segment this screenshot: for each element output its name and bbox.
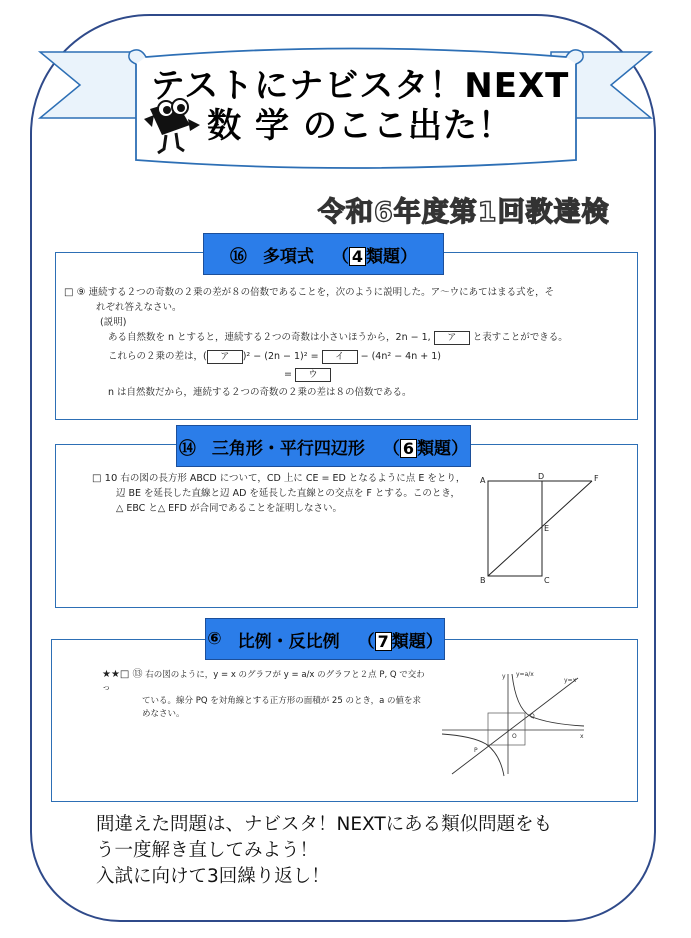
banner-line-2: 数 学 のここ出た！ bbox=[207, 106, 513, 146]
section-2-title: 三角形・平行四辺形 bbox=[211, 438, 365, 459]
question-panel-2 bbox=[55, 444, 638, 608]
footer-line-1: 間違えた問題は、ナビスタ！NEXTにある類似問題をも bbox=[96, 814, 553, 835]
answer-box-a-2: ア bbox=[207, 350, 243, 364]
banner-line-1: テストにナビスタ！NEXT bbox=[150, 66, 570, 106]
question-3-line-2: ている。線分 PQ を対角線とする正方形の面積が 25 のとき，a の値を求 bbox=[142, 696, 422, 706]
question-1-line-3a: ある自然数を n とすると，連続する２つの奇数は小さいほうから，2n − 1, bbox=[108, 332, 431, 343]
question-1-line-4c: − (4n² − 4n + 1) bbox=[360, 351, 441, 362]
answer-box-i: イ bbox=[322, 350, 358, 364]
footer-line-2: う一度解き直してみよう！ bbox=[96, 840, 319, 861]
rectangle-figure bbox=[476, 473, 626, 588]
exam-subtitle: 令和6年度第1回教達検 bbox=[318, 197, 610, 228]
section-3-title: 比例・反比例 bbox=[237, 631, 340, 652]
proportion-graph bbox=[438, 668, 588, 778]
question-2-line-1: 右の図の長方形 ABCD について，CD 上に CE = ED となるように点 E をとり， bbox=[120, 473, 466, 484]
label-A: A bbox=[480, 476, 486, 485]
label-F: F bbox=[594, 474, 599, 483]
section-2-number: ⑭ bbox=[178, 438, 196, 459]
footer-message bbox=[96, 812, 552, 890]
label-P: P bbox=[474, 747, 478, 754]
question-1-line-5a: = bbox=[284, 369, 292, 380]
section-3-count-label: 類題 bbox=[391, 631, 426, 652]
label-D: D bbox=[538, 473, 545, 481]
footer-line-3: 入試に向けて3回繰り返し！ bbox=[96, 866, 330, 887]
question-1-number: □ ⑨ bbox=[64, 287, 86, 298]
question-1-label: (説明) bbox=[100, 317, 127, 328]
question-1-line-4a: これらの２乗の差は，( bbox=[108, 351, 207, 362]
section-3-number: ⑥ bbox=[207, 629, 222, 649]
question-2-line-2: 辺 BE を延長した直線と辺 AD を延長した直線との交点を F とする。このとき， bbox=[116, 488, 461, 499]
question-panel-3 bbox=[51, 639, 638, 802]
section-1-count-label: 類題 bbox=[366, 246, 401, 267]
section-tag-3: ⑥ 比例・反比例 （ 7 類題） bbox=[205, 618, 445, 660]
section-tag-2: ⑭ 三角形・平行四辺形 （ 6 類題） bbox=[176, 425, 471, 467]
answer-box-a: ア bbox=[434, 331, 470, 345]
answer-box-u: ウ bbox=[295, 368, 331, 382]
label-B: B bbox=[480, 576, 486, 585]
label-O: O bbox=[512, 733, 517, 740]
question-1-line-4b: )² − (2n − 1)² = bbox=[242, 351, 319, 362]
section-2-count: 6 bbox=[400, 439, 417, 458]
label-y: y bbox=[502, 673, 506, 680]
section-1-title: 多項式 bbox=[262, 246, 314, 267]
label-E: E bbox=[544, 524, 550, 533]
section-1-number: ⑯ bbox=[229, 246, 247, 267]
label-Q: Q bbox=[530, 713, 535, 720]
question-2-line-3: △ EBC と△ EFD が合同であることを証明しなさい。 bbox=[116, 503, 342, 514]
question-2-number: □ 10 bbox=[92, 473, 118, 484]
section-tag-1: ⑯ 多項式 （ 4 類題） bbox=[203, 233, 444, 275]
question-3-line-3: めなさい。 bbox=[142, 709, 185, 719]
question-3-number: ★★□ ⑬ bbox=[102, 669, 143, 680]
label-y-eq-a-over-x: y=a/x bbox=[516, 671, 534, 678]
label-y-eq-x: y=x bbox=[564, 677, 577, 684]
section-3-count: 7 bbox=[375, 632, 392, 651]
section-2-count-label: 類題 bbox=[417, 438, 452, 459]
banner-title bbox=[150, 66, 570, 146]
question-1-line-2: れぞれ答えなさい。 bbox=[96, 302, 182, 313]
section-1-count: 4 bbox=[349, 247, 366, 266]
question-1-line-3b: と表すことができる。 bbox=[472, 332, 568, 343]
label-x: x bbox=[580, 733, 584, 740]
question-3-line-1: 右の図のように，y = x のグラフが y = a/x のグラフと２点 P, Q で交わっ bbox=[102, 670, 425, 693]
label-C: C bbox=[544, 576, 550, 585]
question-panel-1 bbox=[55, 252, 638, 420]
question-1-line-1: 連続する２つの奇数の２乗の差が８の倍数であることを，次のように説明した。ア～ウにあてはまる式を，そ bbox=[88, 287, 555, 298]
question-1-line-6: n は自然数だから，連続する２つの奇数の２乗の差は８の倍数である。 bbox=[108, 387, 412, 398]
